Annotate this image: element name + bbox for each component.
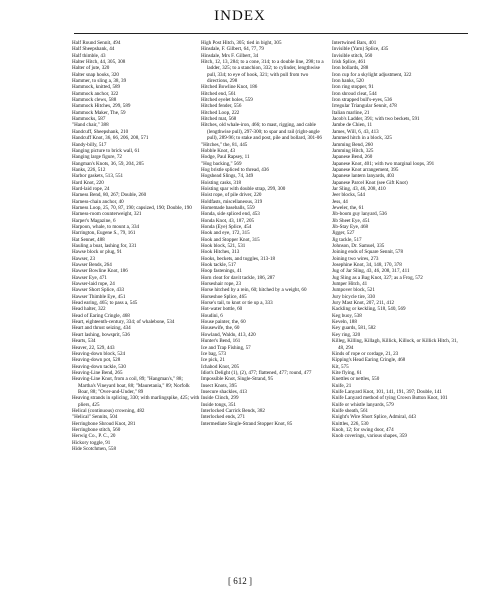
index-entry: Jambe de Chien, 11 (332, 122, 372, 129)
index-entry: Hinsdale, F. Gilbert, 64, 77, 79 (201, 46, 264, 53)
index-entry: Heaving-Line Knot, from a coil, 89; "Hangman's," 88; Martha's Vineyard boat, 88; "Mauretania," 89; Norfolk Boar, 88; "Over-and-Under," 89 (72, 376, 190, 395)
index-entry: Herringbone Shroud Knot, 281 (72, 420, 136, 427)
index-entry: Howland, Waldo, 413, 420 (201, 331, 256, 338)
index-entry: Jug of Jar Sling, 43, 46, 208, 317, 411 (332, 268, 410, 275)
index-entry: Jamming Hitch, 325 (332, 147, 374, 154)
index-entry: Kinds of rope or cordage, 21, 23 (332, 350, 399, 357)
index-entry: Heart lashing, bowsprit, 536 (72, 331, 130, 338)
index-entry: "Hand chair," 388 (72, 122, 109, 129)
index-entry: Kite flying, 61 (332, 369, 362, 376)
index-entry: Harness-chain anchor, 40 (72, 198, 124, 205)
index-entry: Harness-room counterweight, 321 (72, 211, 142, 218)
index-entry: Knife, 21 (332, 382, 352, 389)
index-entry: Hard Knot, 220 (72, 179, 104, 186)
index-entry: Horn cleat for davit tackle, 186, 287 (201, 274, 275, 281)
index-entry: Jury Mast Knot, 207, 211, 412 (332, 300, 395, 307)
index-entry: Holdfasts, miscellaneous, 319 (201, 198, 263, 205)
index-entry: Honda (Eye) Splice, 454 (201, 223, 252, 230)
index-entry: Interlocked ends, 271 (201, 414, 245, 421)
page-title: INDEX (214, 8, 266, 24)
index-entry: Hitch, 12, 13, 284; to a cone, 314; to a double line, 298; to a ladder, 325; to a stanchion, 332; to cylinder, lengthwise pull, 334; to eye of hook, 321; with pull from two directions, 298 (201, 59, 324, 85)
index-entry: Invisible stitch, 560 (332, 52, 373, 59)
index-entry: Hook and eye, 172, 315 (201, 230, 250, 237)
index-entry: Jammed hitch in a block, 325 (332, 135, 392, 142)
index-entry: Jug Sling as a Bag Knot, 327; as a Frog, 572 (332, 274, 423, 281)
index-entry: Inside Clinch, 299 (201, 395, 239, 402)
index-entry: Inside tongs, 351 (201, 401, 236, 408)
index-entry: Key guards, 581, 582 (332, 325, 376, 332)
index-entry: Iron cup for a skylight adjustment, 322 (332, 71, 412, 78)
index-entry: Jamming Bend, 260 (332, 141, 373, 148)
index-entry: Hook tackle, 517 (201, 262, 236, 269)
index-entry: Japanese Parcel Knot (see Gift Knot) (332, 179, 408, 186)
index-entry: Japanese Knot, 401; with two marginal loops, 391 (332, 160, 435, 167)
index-entry: Hog bristle spliced to thread, 436 (201, 166, 269, 173)
index-entry: Jib-Stay Eye, 468 (332, 223, 369, 230)
index-entry: Irregular Triangular Sennit, 478 (332, 103, 397, 110)
index-entry: Halter snap hooks, 320 (72, 71, 119, 78)
index-entry: Ice bag, 573 (201, 350, 227, 357)
index-entry: Hoop fastenings, 41 (201, 268, 242, 275)
index-entry: Impossible Knot, Single-Strand, 95 (201, 376, 274, 383)
index-entry: Knittles, 226, 530 (332, 420, 369, 427)
index-entry: Hanging large figure, 72 (72, 154, 122, 161)
index-entry: Hoisting casks, 318 (201, 179, 242, 186)
index-entry: Hawser, 23 (72, 255, 95, 262)
index-entry: Hook block, 521, 531 (201, 243, 246, 249)
index-entry: Interlocked Carrick Bends, 382 (201, 407, 265, 414)
index-entry: Herwig Co., P. C., 20 (72, 433, 116, 440)
index-entry: "Helical" Sennits, 504 (72, 414, 118, 421)
index-entry: Head earing, 465; to pass a, 545 (72, 300, 138, 307)
index-entry: Ice and Trap Fishing, 57 (201, 344, 251, 351)
index-entry: Jar Sling, 43, 46, 208, 410 (332, 185, 386, 192)
index-entry: Knife Lanyard method of tying Crown Button Knot, 101 (332, 395, 448, 402)
index-entry: Heart and thrust seizing, 434 (72, 325, 131, 332)
index-entry: Hogshead Slings, 74, 349 (201, 173, 254, 180)
index-entry: Iron strapped bull's-eyes, 536 (332, 97, 393, 104)
index-entry: Jib-boom guy lanyard, 536 (332, 211, 387, 218)
index-entry: Hawser Bends, 264 (72, 262, 112, 269)
index-entry: Heaver, 22, 529, 443 (72, 344, 115, 351)
index-entry: Jib Sheet Eye, 451 (332, 217, 370, 224)
index-entry: Hard-laid rope, 24 (72, 185, 110, 192)
index-entry: Hook and Stopper Knot, 315 (201, 236, 260, 243)
index-entry: Harness Bend, 80, 267; Double, 260 (72, 192, 147, 199)
index-entry: Hat Sennet, 488 (72, 236, 105, 243)
index-entry: Harbor gaskets, 513, 551 (72, 173, 124, 180)
index-entry: Harrington, Eugene S., 79, 161 (72, 230, 136, 237)
index-entry: Keveln, 188 (332, 319, 357, 326)
index-entry: Helical (continuous) crowning, 482 (72, 407, 145, 414)
index-entry: Honda Knot, 43, 187, 205 (201, 217, 255, 224)
index-entry: Hunter's Bend, 161 (201, 338, 241, 345)
index-entry: Japanese Knot arrangement, 395 (332, 166, 399, 173)
index-entry: Irish Splice, 461 (332, 59, 366, 66)
index-entry: Handy-billy, 517 (72, 141, 107, 148)
index-entry: Hitched end, 561 (201, 90, 236, 97)
index-entry: Knife Lanyard Knot, 101, 141, 191, 397; Double, 141 (332, 388, 442, 395)
index-entry: Hammocks, 587 (72, 116, 106, 123)
index-entry: Ice pick, 21 (201, 357, 225, 364)
index-entry: Ichabod Knot, 205 (201, 363, 240, 370)
index-entry: Hanks, 226, 512 (72, 166, 106, 173)
index-entry: Heaving-Line Bend, 265 (72, 369, 123, 376)
index-entry: Jeweler, the, 61 (332, 204, 364, 211)
index-entry: Jigger, 527 (332, 230, 355, 237)
index-entry: Half thimble, 43 (72, 52, 106, 59)
index-entry: Heaving-down block, 524 (72, 350, 126, 357)
index-entry: James, Will, 6, 43, 413 (332, 128, 379, 135)
index-entry: Heaving-down pot, 528 (72, 357, 121, 364)
index-entry: Herringbone stitch, 560 (72, 426, 121, 433)
index-entry: Knob coverings, various shapes, 359 (332, 433, 407, 440)
page-number: [ 612 ] (228, 576, 252, 586)
index-entry: Hauling a boat, lashing for, 331 (72, 243, 137, 249)
index-entry: Josephine Knot, 34, 148, 170, 378 (332, 262, 402, 269)
index-entry: Idiot's Delight (1), (2), 477; flattened, 477; round, 477 (201, 369, 312, 376)
index-entry: Joining two wires, 273 (332, 255, 379, 262)
index-entry: Hammock, knitted, 589 (72, 84, 121, 91)
index-entry: Harness Loop, 25, 70, 87, 190; capsized, 190; Double, 190 (72, 204, 192, 211)
index-entry: Hitches, old whale-iron, 466; to mast, rigging, and cable (lengthwise pull), 297-300; to spar and rail (right-angle pull), 289-96; to stake and post, pile and bollard, 301-06 (201, 122, 322, 142)
index-entry: "Hitches," the, 81, 445 (201, 141, 248, 148)
index-entry: Handcuff Knot, 36, 66, 206, 208, 571 (72, 135, 149, 142)
index-entry: Knife sheath, 561 (332, 407, 369, 414)
index-entry: Heart, eighteenth-century, 334; of whalebone, 534 (72, 319, 175, 326)
index-entry: Halter Hitch, 44, 305, 308 (72, 59, 126, 66)
index-entry: Hammer, to sling a, 38, 39 (72, 78, 127, 85)
index-entry: Hot-water bottle, 60 (201, 306, 243, 313)
index-entry: Jess, 44 (332, 198, 348, 205)
index-entry: Horseshair rope, 23 (201, 281, 242, 288)
index-entry: Harper's Magazine, 6 (72, 217, 116, 224)
index-entry: Jeer blocks, 544 (332, 192, 365, 199)
index-entry: Half Round Sennit, 494 (72, 40, 121, 46)
index-entry: Kackling or keckling, 518, 540, 569 (332, 306, 406, 313)
index-entry: Head of Earing Cringle, 468 (72, 312, 130, 319)
index-entry: Jumpover block, 521 (332, 287, 375, 294)
index-entry: Hawser-laid rope, 24 (72, 281, 115, 288)
index-entry: Half Sheepshank, 44 (72, 46, 115, 53)
index-entry: Homemade baseballs, 559 (201, 204, 255, 211)
index-entry: Invisible (Yarn) Splice, 435 (332, 46, 389, 53)
index-entry: Hoist rope, of pile driver, 220 (201, 192, 262, 199)
index-entry: Hanging picture to brick wall, 61 (72, 147, 140, 154)
index-entry: Hammock clews, 588 (72, 97, 117, 104)
index-entry: Hammock Hitches, 299, 589 (72, 103, 131, 110)
title-rule (74, 33, 468, 34)
index-entry: Iron ring stopper, 91 (332, 84, 374, 91)
index-entry: Knettles or nettles, 550 (332, 376, 380, 383)
index-entry: Jury bicycle tire, 330 (332, 293, 376, 300)
index-entry: Hitched fender, 556 (201, 103, 242, 110)
index-entry: Hawser Eye, 471 (72, 274, 107, 281)
index-entry: Jumper Hitch, 41 (332, 281, 368, 288)
index-entry: Handcuff, Sheepshank, 210 (72, 128, 129, 135)
index-entry: Housewife, the, 60 (201, 325, 240, 332)
index-entry: Intermediate Single-Strand Stopper Knot, 85 (201, 420, 293, 427)
index-entry: Iron shroud cleat, 544 (332, 90, 377, 97)
index-column-3 (332, 40, 460, 440)
index-entry: Hide Scotchmen, 558 (72, 446, 116, 452)
index-entry: Hooks, beckets, and toggles, 313-18 (201, 255, 275, 262)
index-entry: Hawser Thimble Eye, 451 (72, 293, 126, 300)
index-entry: Heaving-down tackle, 530 (72, 363, 126, 370)
index-entry: Hobble Knot, 43 (201, 147, 236, 154)
index-entry: Honda, side spliced end, 453 (201, 211, 260, 218)
index-entry: Johnson, Dr. Samuel, 335 (332, 243, 385, 249)
index-entry: Insect Knots, 395 (201, 382, 237, 389)
index-entry: Hawse block or plug, 91 (72, 249, 122, 256)
index-entry: Italian marline, 21 (332, 109, 370, 116)
index-entry: Key ring, 320 (332, 331, 361, 338)
index-entry: Iron hanks, 520 (332, 78, 364, 85)
index-entry: House painter, the, 60 (201, 319, 246, 326)
index-entry: Hammock anchor, 322 (72, 90, 119, 97)
index-entry: Hammock Maker, The, 59 (72, 109, 126, 116)
index-entry: Intertwined Bars, 401 (332, 40, 377, 46)
index-column-1 (72, 40, 200, 452)
index-entry: Kipping's Head Earing Cringle, 468 (332, 357, 406, 364)
index-entry: Hawser Bowline Knot, 186 (72, 268, 128, 275)
index-entry: Horseshoe Splice, 465 (201, 293, 247, 300)
index-entry: Knight's Wire Short Splice, Admiral, 443 (332, 414, 416, 421)
index-entry: Hook Hitches, 313 (201, 249, 240, 256)
index-entry: Hitched Bowline Knot, 186 (201, 84, 258, 91)
index-entry: Japanese Bend, 260 (332, 154, 373, 161)
index-entry: Kit, 575 (332, 363, 349, 370)
index-entry: Japanese lantern lanyards, 403 (332, 173, 395, 180)
index-entry: Hawser Short Splice, 433 (72, 287, 125, 294)
index-entry: High Post Hitch, 305; tied in bight, 305 (201, 40, 282, 46)
index-column-2 (201, 40, 329, 427)
index-entry: Hitched Loop, 222 (201, 109, 240, 116)
index-entry: Harpoon, whale, to mount a, 334 (72, 223, 140, 230)
index-entry: Killeg, Killing, Killagh, Killick, Killock, or Killick Hitch, 31, 48, 294 (332, 338, 458, 351)
index-entry: Hodge, Paul Rapsey, 11 (201, 154, 250, 161)
index-entry: Heaving strands in splicing, 330; with marlingspike, 425; with pliers, 425 (72, 395, 200, 408)
index-entry: Hinsdale, Mrs F. Gilbert, 34 (201, 52, 259, 59)
index-entry: Hearts, 534 (72, 338, 96, 345)
index-entry: Horse's tail, to knot or tie up a, 333 (201, 300, 273, 307)
index-entry: Hickory toggle, 91 (72, 439, 111, 446)
index-entry: Hitched eyelet holes, 559 (201, 97, 253, 104)
index-entry: Keg buoy, 538 (332, 312, 362, 319)
index-entry: Iron bollards, 288 (332, 65, 369, 72)
index-entry: Hangman's Knots, 36, 59, 204, 205 (72, 160, 144, 167)
index-entry: "Hog backing," 569 (201, 160, 242, 167)
index-entry: Jacob's Ladder, 391; with two beckets, 591 (332, 116, 420, 123)
index-entry: Head halter, 322 (72, 306, 106, 313)
index-entry: Horse hitched by a rein, 60; hitched by a weight, 60 (201, 287, 307, 294)
index-entry: Knife or whistle lanyards, 579 (332, 401, 394, 408)
index-entry: Knob, 12; for swing door, 474 (332, 426, 394, 433)
index-entry: Hoisting spar with double strap, 299, 300 (201, 185, 286, 192)
index-entry: Hitched mat, 568 (201, 116, 237, 123)
index-entry: Halter of jute, 320 (72, 65, 110, 72)
index-entry: Insecure shackles, 413 (201, 388, 247, 395)
index-entry: Jig tackle, 517 (332, 236, 362, 243)
index-entry: Joining ends of Square Sennit, 578 (332, 249, 404, 256)
index-entry: Houdini, 6 (201, 312, 223, 319)
